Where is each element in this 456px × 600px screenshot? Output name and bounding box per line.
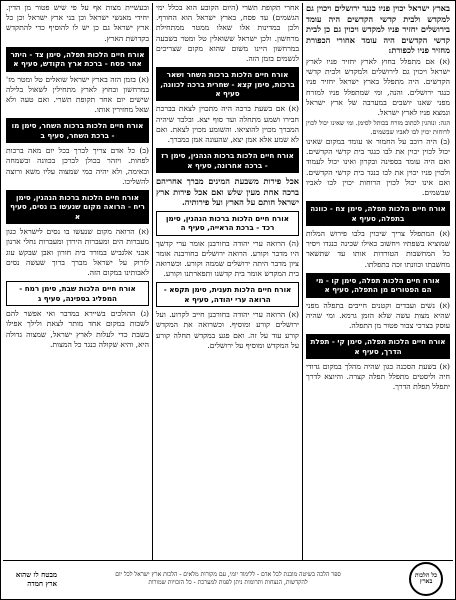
section-header: אורח חיים הלכות תפלה, סימן קי - תפלת הדרך, סעיף א xyxy=(306,334,450,359)
column-1 xyxy=(303,3,453,561)
logo-emblem-icon: כל הלכות בארץ xyxy=(409,562,443,596)
paragraph: אכל פירות משבעת המינים מברך אחריהם ברכה אחת מעין שלש ואם אכל פירות ארץ ישראל חותם על הארץ ועל פירותיה. xyxy=(156,176,299,208)
paragraph: (א) נשים ועבדים וקטנים חייבים בתפלה מפני שהיא מצות עשה שלא הזמן גרמא. ומי שהיה עוסק בצרכי צבור פטור מן התפלה. xyxy=(306,300,450,331)
section-header: אורח חיים הלכות ברכות השחר, סימן מו - ברכת השחר, סעיף ב xyxy=(6,118,149,143)
section-header: אורח חיים הלכות תפלה, סימן צח - כוונה בתפלה, סעיף א xyxy=(306,201,450,226)
paragraph: ובעשיית מצות אף על פי שיש פטור מן הדין. יחידי מאנשי ישראל וכן בני ארץ ישראל וכן כל ארץ ישראל גם כן יש לו להוסיף כדי להתקדש בקדושת הארץ. xyxy=(6,3,149,43)
section-header: אורח חיים הלכות תפלה, סימן קו - מי הם הפטורים מן התפלה, סעיף א xyxy=(306,273,450,298)
column-2 xyxy=(153,3,303,561)
column-3 xyxy=(3,3,153,561)
paragraph: (א) בשעת הסכנה כגון שהיה מהלך במקום גדודי חיה וליסטים מתפלל תפלה קצרה. והיוצא לדרך יתפלל תפלת הדרך. xyxy=(306,362,450,392)
section-header: אורח חיים הלכות תפלה, סימן צד - היתר אחר פסח - ברכת ארץ הקודש, סעיף א xyxy=(6,47,149,72)
footer-line-1: ספר הלכה בשיטה מובנת לכל אדם - ללימוד יומי, עם מקורות מלאים - הלכות ארץ ישראל לכל יום xyxy=(115,571,341,579)
section-header: אורח חיים הלכות שבת, סימן רמח - המפליג בספינה, סעיף ג xyxy=(6,281,149,306)
paragraph: (ג) ההולכים בשיירא במדבר ואי אפשר להם לשבות במקום אחד מותר לצאת ולילך אפילו בשבת כדי לעלות לארץ ישראל, שמצוה גדולה היא, והיא שקולה כנגד כל המצות. xyxy=(6,309,149,349)
paragraph: (א) הרואה ערי יהודה בחורבנן חייב לקרוע. ועל ירושלים קורע ומוסיף. וכשרואה את המקדש קורע עוד על זה. ואם פגע במקדש תחלה קורע על המקדש ומוסיף על ירושלים. xyxy=(156,310,299,350)
paragraph: (ב) היה רוכב על החמור או עומד במקום שאינו יכול לכוין יכוין את לבו כנגד בית קדשי הקדשים. ואם היה עומד בספינה ובקרון ואינו יכול לעמוד ולכוין פניו יכוין את לבו כנגד בית קדשי הקדשים. ואם אינו יכול לכוין הרוחות יכוין לבו לאביו שבשמים. xyxy=(306,137,450,198)
section-header: אורח חיים הלכות תענית, סימן תקסא - הרואה ערי יהודה, סעיף א xyxy=(156,282,299,307)
page-footer xyxy=(3,560,453,597)
logo xyxy=(399,562,453,596)
paragraph: (א) הרואה מקום שנעשו בו נסים לישראל כגון מעברות הים ומעברות הירדן ומעברות נחלי ארנון אבני אלגביש במורד בית חורון ואבן שבקש עוג לזרוק על ישראל מברך ברוך שעשה נסים לאבותינו במקום הזה. xyxy=(6,227,149,278)
text-columns xyxy=(3,3,453,561)
section-header: אורח חיים הלכות ברכות הנהנין, סימן רז - ברכה אחרונה, סעיף א xyxy=(156,148,299,173)
paragraph: (א) בזמן הזה בארץ ישראל שואלים טל ומטר מז' במרחשון ובחוץ לארץ מתחילין לשאול בלילה שישים יום אחר תקופת תשרי. ואם טעה ולא שאל מחזירין אותו. xyxy=(6,74,149,115)
section-header: אורח חיים הלכות ברכות הנהנין, סימן רכד - ברכת הראייה, סעיף ה xyxy=(156,211,299,236)
paragraph: בארץ ישראל יכוין פניו כנגד ירושלים ויכוין גם למקדש ולבית קדשי הקדשים היה עומד בירושלים יחזיר פניו למקדש ויכוין גם כן לבית קדשי הקדשים היה עומד אחורי הכפורת מחזיר פניו לכפורת: xyxy=(306,3,450,56)
footer-text xyxy=(57,571,399,587)
footer-slogan: מבטח לו שהוא ארץ חמדה xyxy=(15,570,57,588)
footer-slogan-box xyxy=(3,562,57,596)
paragraph: (א) המתפלל צריך שיכוין בלבו פירוש המלות שמוציא בשפתיו ויחשוב כאילו שכינה כנגדו ויסיר כל המחשבות הטורדות אותו עד שתשאר מחשבתו וכוונתו זכה בתפלתו. xyxy=(306,229,450,269)
paragraph: (ב) כל אדם צריך לברך בכל יום מאה ברכות לפחות. ויזהר בכולן לברכן בכוונה ובשמחה ובאימה, ולא יהיה כמי שמצוה עליו משא ורוצה להשליכו. xyxy=(6,146,149,186)
paragraph: (ה) הרואה ערי יהודה בחורבנן אומר ערי קדשך היו מדבר וקורע. הרואה ירושלים בחורבנה אומר ציון מדבר היתה ירושלים שממה וקורע. וכשרואה בית המקדש אומר בית קדשנו ותפארתנו וקורע. xyxy=(156,238,299,279)
section-header: אורח חיים הלכות ברכות השחר ושאר ברכות, סימן קצא - שחרית ברכה לכוונה, סעיף א xyxy=(156,67,299,101)
paragraph: (א) אם מתפלל בחוץ לארץ יחזיר פניו לארץ ישראל ויכוין גם לירושלים ולמקדש ולבית קדשי הקדשים. היה מתפלל בארץ ישראל יחזיר פניו כנגד ירושלים. והנה, ומי שמתפלל פניו למזרח מפני שאנו יושבים במערבה של ארץ ישראל ונמצא פניו לארץ ישראל. xyxy=(306,56,450,117)
paragraph: הגה: ונוהגין לכתוב מזרח בכותל לסימן. ומי שאינו יכול לכוין לרוחות יכוין לבו לאביו שבשמים. xyxy=(306,119,450,136)
paragraph: (א) אם בשעת ברכה היה מתכוין לצאת בברכת חבירו ושמע מתחלה ועד סוף יצא. ובלבד שיהיה המברך מכוין להוציאו. והשומע מכוין לצאת. ואם לא שמע אלא אמן יצא, שהעונה אמן כמברך. xyxy=(156,104,299,145)
paragraph: אחרי תקופת תשרי (היום הקובע הוא בכלל ימי הגשמים) עד פסח, בארץ ישראל הוא החורף. ולכן במדינות אלו שאלו ממטר ממתחילת מרחשון. ולכן ישראל ששואלין טל ומטר בשבעה במרחשון היינו משום שהוא מקום שצריכים לגשמים בזמן הזה. xyxy=(156,3,299,64)
section-header: אורח חיים הלכות ברכות הנהנין, סימן ריח - הרואה מקום שנעשו בו נסים, סעיף א xyxy=(6,190,149,224)
footer-line-2: להקדשות, הנצחות ותרומות ניתן לפנות למערכת - כל הזכויות שמורות xyxy=(148,579,308,586)
